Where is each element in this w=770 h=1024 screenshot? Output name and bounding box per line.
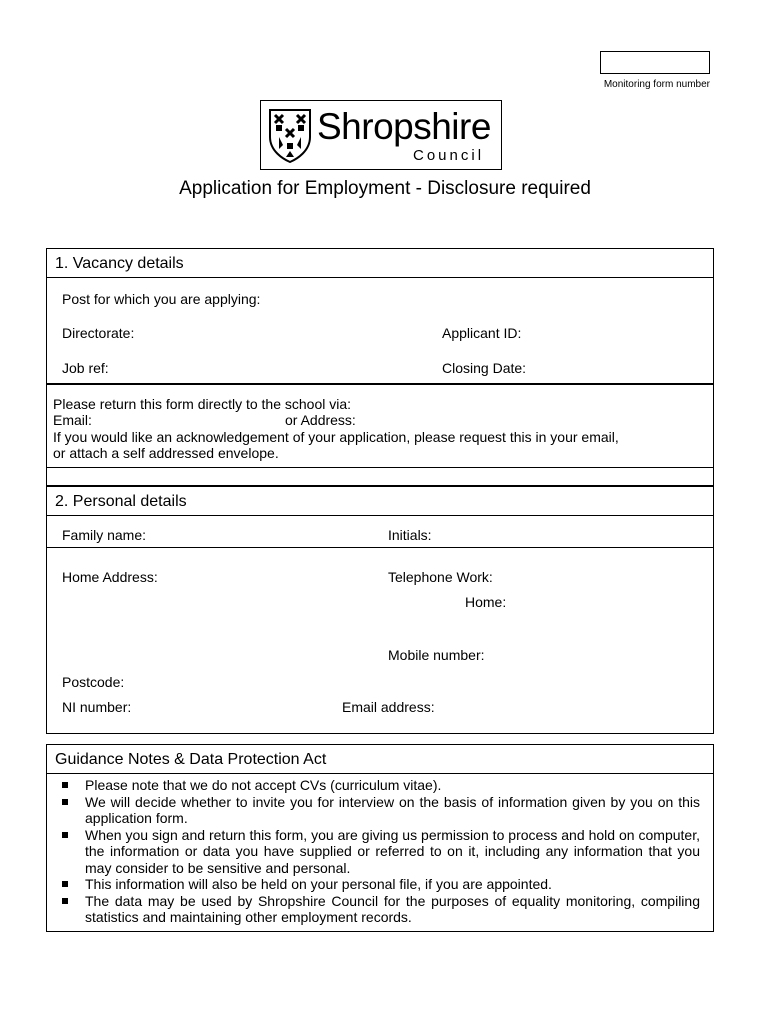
guidance-item: This information will also be held on your personal file, if you are appointed.	[60, 876, 700, 893]
personal-heading-text: 2. Personal details	[55, 493, 187, 510]
return-instructions	[46, 384, 714, 468]
shropshire-council-logo	[260, 100, 502, 170]
initials-label: Initials:	[388, 527, 432, 543]
closing-date-label: Closing Date:	[442, 360, 527, 376]
shield-crest-icon	[267, 107, 313, 163]
bullet-square-icon	[62, 898, 68, 904]
telephone-home-label: Home:	[465, 594, 507, 610]
guidance-item: The data may be used by Shropshire Council for the purposes of equality monitoring, compiling statistics and maintaining other employment records.	[60, 893, 700, 926]
bullet-square-icon	[62, 799, 68, 805]
monitoring-form-number-field[interactable]	[600, 51, 710, 74]
return-line-4: or attach a self addressed envelope.	[53, 445, 279, 461]
guidance-item: We will decide whether to invite you for interview on the basis of information given by you on this application form.	[60, 794, 700, 827]
directorate-label: Directorate:	[62, 325, 135, 341]
personal-section-heading	[46, 486, 714, 516]
return-email-label: Email:	[53, 412, 92, 428]
bullet-square-icon	[62, 881, 68, 887]
job-ref-label: Job ref:	[62, 360, 109, 376]
guidance-item: Please note that we do not accept CVs (curriculum vitae).	[60, 777, 700, 794]
guidance-list	[60, 777, 700, 926]
page-title: Application for Employment - Disclosure required	[179, 178, 591, 199]
personal-name-row	[46, 516, 714, 548]
email-address-label: Email address:	[342, 699, 435, 715]
vacancy-heading-text: 1. Vacancy details	[55, 255, 184, 272]
logo-subtitle: Council	[413, 147, 485, 164]
bullet-square-icon	[62, 832, 68, 838]
personal-contact-block	[46, 548, 714, 734]
vacancy-section	[46, 278, 714, 384]
family-name-label: Family name:	[62, 527, 147, 543]
telephone-work-label: Telephone Work:	[388, 569, 493, 585]
return-address-label: or Address:	[285, 412, 356, 428]
return-line-1: Please return this form directly to the school via:	[53, 396, 352, 412]
section-spacer	[46, 468, 714, 486]
ni-number-label: NI number:	[62, 699, 132, 715]
home-address-label: Home Address:	[62, 569, 158, 585]
vacancy-section-heading	[46, 248, 714, 278]
guidance-heading-text: Guidance Notes & Data Protection Act	[55, 751, 327, 768]
postcode-label: Postcode:	[62, 674, 125, 690]
guidance-item: When you sign and return this form, you are giving us permission to process and hold on computer, the information or data you have supplied or referred to on it, including any information that you may consider to be sensitive and personal.	[60, 827, 700, 877]
post-label: Post for which you are applying:	[62, 291, 261, 307]
monitoring-form-number-label: Monitoring form number	[603, 79, 710, 90]
logo-wordmark: Shropshire	[317, 106, 491, 147]
guidance-section-heading	[46, 744, 714, 774]
bullet-square-icon	[62, 782, 68, 788]
mobile-number-label: Mobile number:	[388, 647, 485, 663]
applicant-id-label: Applicant ID:	[442, 325, 522, 341]
return-line-3: If you would like an acknowledgement of your application, please request this in your email,	[53, 429, 619, 445]
